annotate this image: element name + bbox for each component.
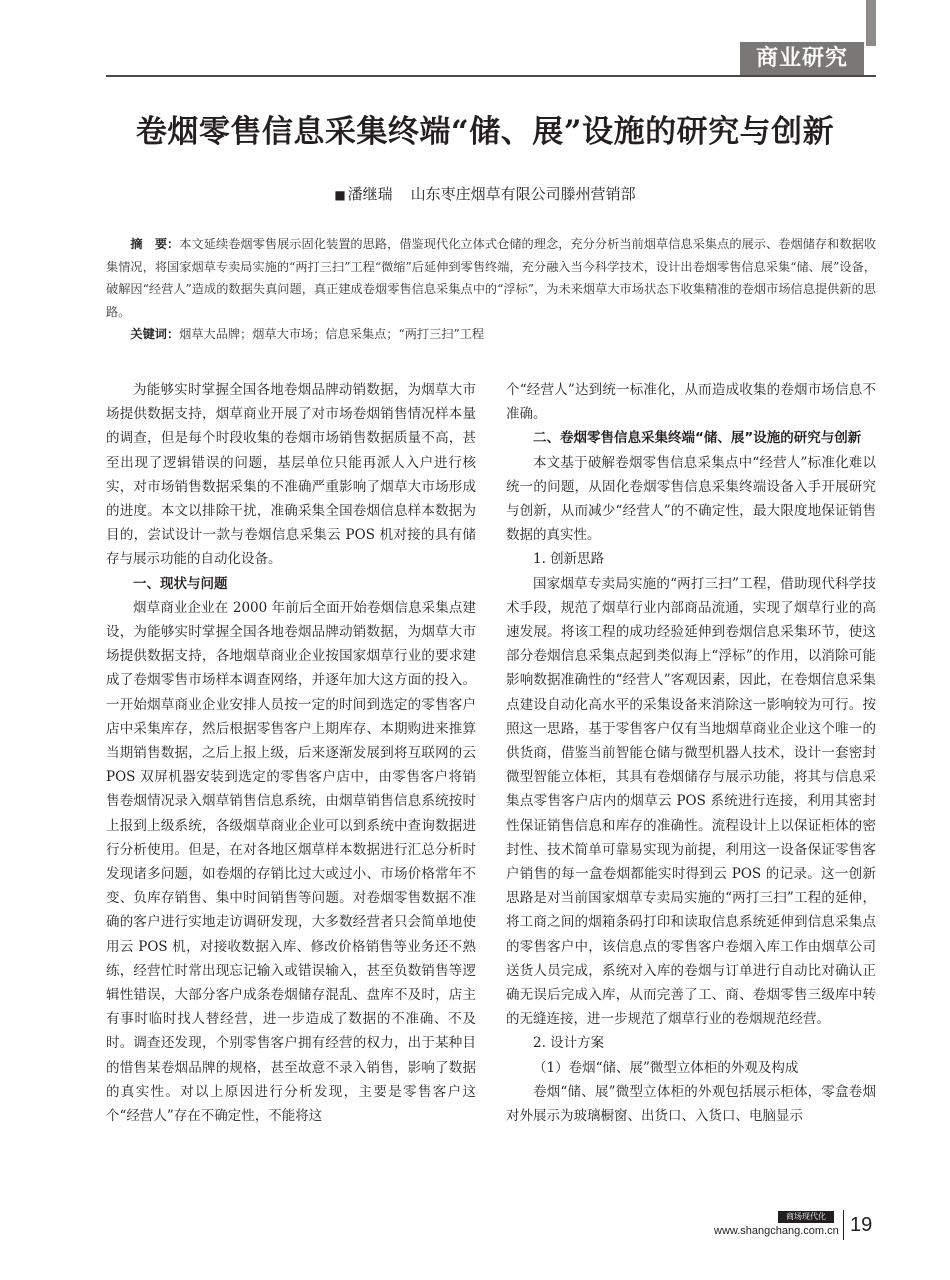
research-paragraph: 本文基于破解卷烟零售信息采集点中“经营人”标准化难以统一的问题，从固化卷烟零售信息采集终端设备入手开展研究与创新，从而减少“经营人”的不确定性，最大限度地保证销售数据的真实性。	[506, 454, 876, 544]
section-heading-1: 一、现状与问题	[133, 575, 228, 592]
subheading-innovation: 1. 创新思路	[533, 551, 605, 568]
subheading-cabinet: （1）卷烟“储、展”微型立体柜的外观及构成	[533, 1059, 799, 1076]
journal-logo: 商场现代化	[778, 1211, 834, 1223]
page-footer	[700, 1208, 876, 1248]
side-edge-bar	[866, 0, 876, 46]
left-column	[106, 378, 476, 1128]
keywords-label: 关键词：	[130, 327, 180, 341]
intro-paragraph: 为能够实时掌握全国各地卷烟品牌动销数据，为烟草大市场提供数据支持，烟草商业开展了对市场卷烟销售情况样本量的调查，但是每个时段收集的卷烟市场销售数据质量不高，甚至出现了逻辑错误的问题，基层单位只能再派人入户进行核实，对市场销售数据采集的不准确严重影响了烟草大市场形成的进度。本文以排除干扰，准确采集全国卷烟信息样本数据为目的，尝试设计一款与卷烟信息采集云 POS 机对接的具有储存与展示功能的自动化设备。	[106, 382, 476, 568]
keywords-paragraph	[106, 323, 876, 346]
right-column	[506, 378, 876, 1128]
page-number: 19	[850, 1214, 873, 1236]
abstract-block	[106, 233, 876, 346]
article-title: 卷烟零售信息采集终端“储、展”设施的研究与创新	[135, 114, 835, 150]
author-name: 潘继瑞	[347, 185, 393, 203]
cabinet-paragraph: 卷烟“储、展”微型立体柜的外观包括展示柜体，零盒卷烟对外展示为玻璃橱窗、出货口、入货口、电脑显示	[506, 1083, 876, 1125]
author-marker-icon: ■	[334, 188, 346, 202]
status-paragraph: 烟草商业企业在 2000 年前后全面开始卷烟信息采集点建设，为能够实时掌握全国各地卷烟品牌动销数据，为烟草大市场提供数据支持，各地烟草商业企业按国家烟草行业的要求建成了卷烟零售市场样本调查网络，并逐年加大这方面的投入。一开始烟草商业企业安排人员按一定的时间到选定的零售客户店中采集库存，然后根据零售客户上期库存、本期购进来推算当期销售数据，之后上报上级，后来逐渐发展到将互联网的云 POS 双屏机器安装到选定的零售客户店中，由零售客户将销售卷烟情况录入烟草销售信息系统，由烟草销售信息系统按时上报到上级系统，各级烟草商业企业可以到系统中查询数据进行分析使用。但是，在对各地区烟草样本数据进行汇总分析时发现诸多问题，如卷烟的存销比过大或过小、市场价格常年不变、负库存销售、集中时间销售等问题。对卷烟零售数据不准确的客户进行实地走访调研发现，大多数经营者只会简单地使用云 POS 机，对接收数据入库、修改价格销售等业务还不熟练，经营忙时常出现忘记输入或错误输入，甚至负数销售等逻辑性错误，大部分客户成条卷烟储存混乱、盘库不及时，店主有事时临时找人替经营，进一步造成了数据的不准确、不及时。调查还发现，个别零售客户拥有经营的权力，出于某种目的惜售某卷烟品牌的规格，甚至故意不录入销售，影响了数据的真实性。对以上原因进行分析发现，主要是零售客户这个“经营人”存在不确定性，不能将这	[106, 599, 476, 1125]
section-tag: 商业研究	[740, 42, 864, 75]
continued-paragraph: 个“经营人”达到统一标准化，从而造成收集的卷烟市场信息不准确。	[506, 382, 876, 423]
byline	[60, 183, 910, 206]
author-affiliation: 山东枣庄烟草有限公司滕州营销部	[410, 185, 636, 203]
innovation-paragraph: 国家烟草专卖局实施的“两打三扫”工程，借助现代科学技术手段，规范了烟草行业内部商品流通，实现了烟草行业的高速发展。将该工程的成功经验延伸到卷烟信息采集环节，使这部分卷烟信息采集点起到类似海上“浮标”的作用，以消除可能影响数据准确性的“经营人”客观因素，因此，在卷烟信息采集点建设自动化高水平的采集设备来消除这一影响较为可行。按照这一思路，基于零售客户仅有当地烟草商业企业这个唯一的供货商，借鉴当前智能仓储与微型机器人技术，设计一套密封微型智能立体柜，其具有卷烟储存与展示功能，将其与信息采集点零售客户店内的烟草云 POS 系统进行连接，利用其密封性保证销售信息和库存的准确性。流程设计上以保证柜体的密封性、技术简单可靠易实现为前提，利用这一设备保证零售客户销售的每一盒卷烟都能实时得到云 POS 的记录。这一创新思路是对当前国家烟草专卖局实施的“两打三扫”工程的延伸，将工商之间的烟箱条码打印和读取信息系统延伸到信息采集点的零售客户中，该信息点的零售客户卷烟入库工作由烟草公司送货人员完成，系统对入库的卷烟与订单进行自动比对确认正确无误后完成入库，从而完善了工、商、卷烟零售三级库中转的无缝连接，进一步规范了烟草行业的卷烟规范经营。	[506, 575, 876, 1028]
subheading-design: 2. 设计方案	[533, 1035, 605, 1052]
section-heading-2: 二、卷烟零售信息采集终端“储、展”设施的研究与创新	[533, 430, 862, 447]
abstract-label: 摘 要：	[130, 237, 180, 251]
abstract-paragraph	[106, 233, 876, 323]
header-rule	[106, 75, 876, 77]
abstract-text: 本文延续卷烟零售展示固化装置的思路，借鉴现代化立体式仓储的理念，充分分析当前烟草信息采集点的展示、卷烟储存和数据收集情况，将国家烟草专卖局实施的“两打三扫”工程“微缩”后延伸到零售终端，充分融入当今科学技术，设计出卷烟零售信息采集“储、展”设备，破解因“经营人”造成的数据失真问题，真正建成卷烟零售信息采集点中的“浮标”，为未来烟草大市场状态下收集精准的卷烟市场信息提供新的思路。	[106, 237, 877, 319]
keywords-text: 烟草大品牌；烟草大市场；信息采集点；“两打三扫”工程	[179, 327, 485, 341]
journal-url: www.shangchang.com.cn	[714, 1225, 839, 1237]
footer-divider	[843, 1210, 844, 1240]
